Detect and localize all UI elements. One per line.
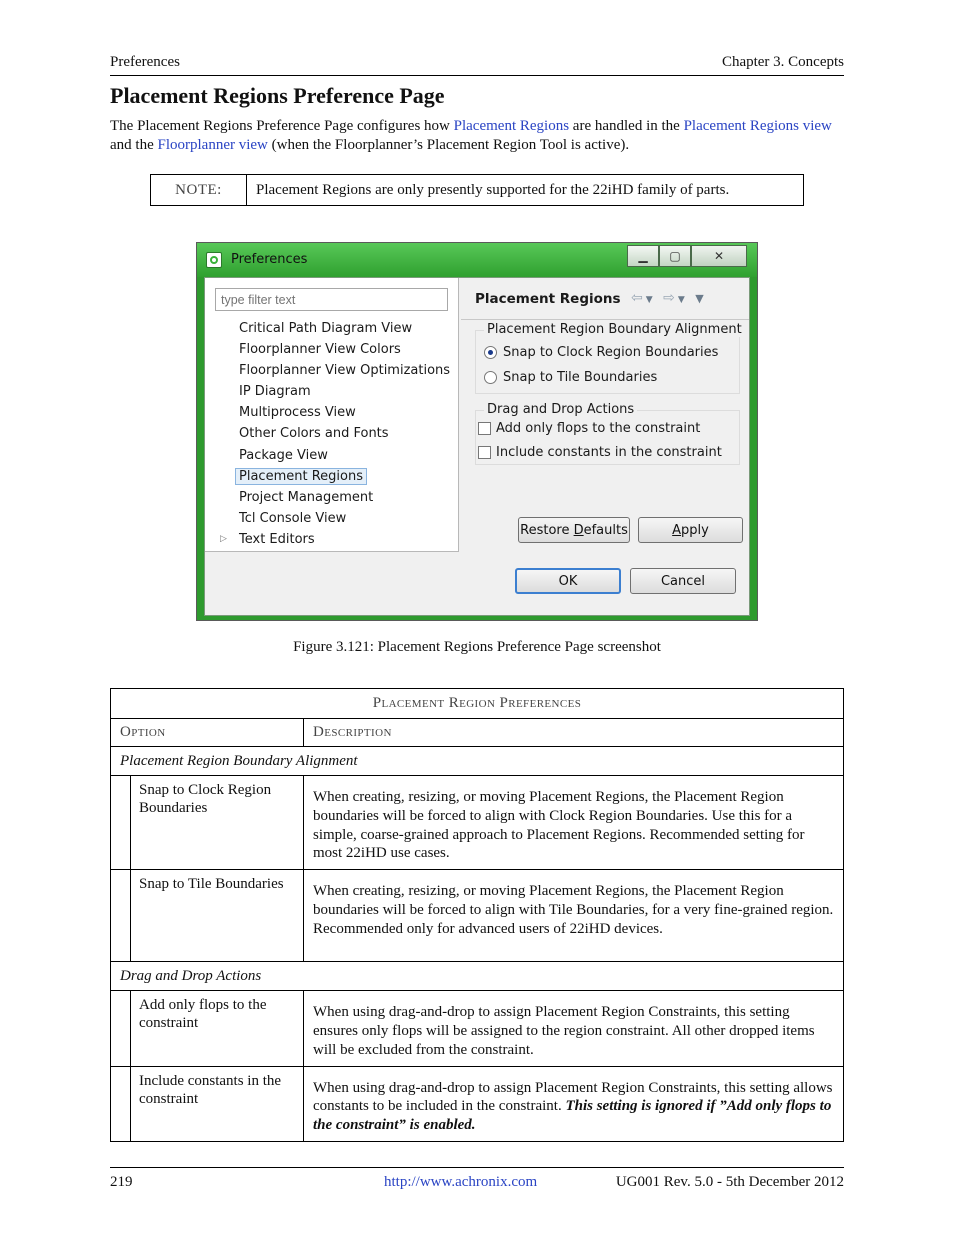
radio-label: Snap to Tile Boundaries [503,370,658,385]
tree-item-critical-path[interactable] [235,318,450,339]
intro-paragraph [110,117,844,155]
description-cell: When using drag-and-drop to assign Placement Region Constraints, this setting ensures only flops will be assigned to the region constraint. All other dropped items will be excluded from the constraint. [304,991,844,1066]
dialog-title: Preferences [231,252,308,267]
checkbox-add-only-flops[interactable] [478,421,700,436]
indent-cell [111,776,131,870]
checkbox[interactable] [478,446,491,459]
back-arrow-icon[interactable]: ⇦ [631,290,646,306]
radio-button[interactable] [484,371,497,384]
tree-item-project-management[interactable] [235,487,450,508]
minimize-icon[interactable]: ▁ [627,245,659,267]
page-header [461,278,749,320]
note-box [150,174,804,206]
tree-item-label: Project Management [239,489,374,505]
cancel-button[interactable]: Cancel [630,568,736,594]
mnemonic: D [573,522,584,538]
mnemonic: A [672,522,682,538]
table-group-row [111,747,844,776]
boundary-alignment-group [475,322,742,394]
figure-caption: Figure 3.121: Placement Regions Preference Page screenshot [293,639,661,655]
intro-text: (when the Floorplanner’s Placement Region Tool is active). [267,137,630,153]
window-controls [627,245,747,267]
group-label: Placement Region Boundary Alignment [484,322,745,337]
column-header-description: Description [304,719,844,747]
checkbox[interactable] [478,422,491,435]
indent-cell [111,870,131,962]
radio-snap-tile[interactable] [484,370,657,385]
preferences-dialog [196,242,758,621]
tree-item-package-view[interactable] [235,445,450,466]
table-caption: Placement Region Preferences [111,689,844,719]
intro-text: The Placement Regions Preference Page configures how [110,118,454,134]
ok-button[interactable]: OK [515,568,621,594]
table-caption-row [111,689,844,719]
preference-tree [220,318,451,550]
group-name: Placement Region Boundary Alignment [111,747,844,776]
button-label: Restore [520,522,574,538]
tree-item-label: Package View [239,447,328,463]
header-chapter: Chapter 3. Concepts [721,54,844,70]
tree-item-label: Floorplanner View Optimizations [239,363,451,379]
column-header-option: Option [111,719,304,747]
tree-item-tcl-console[interactable] [235,508,450,529]
table-group-row [111,962,844,991]
indent-cell [111,1066,131,1141]
apply-button[interactable] [638,517,743,543]
page-navigation [631,290,707,306]
forward-arrow-icon[interactable]: ⇨ [663,290,678,306]
tree-item-label: Critical Path Diagram View [239,321,413,336]
tree-item-label: Text Editors [239,531,315,547]
section-title: Placement Regions Preference Page [110,83,445,108]
dialog-client-area [204,277,750,616]
expand-triangle-icon[interactable]: ▷ [220,533,227,544]
tree-item-label: Tcl Console View [239,510,347,526]
tree-item-label: Floorplanner View Colors [239,342,401,358]
chevron-down-icon[interactable]: ▼ [645,295,656,305]
table-row [111,870,844,962]
description-cell [304,1066,844,1141]
tree-item-label: Multiprocess View [239,405,356,421]
tree-item-label: IP Diagram [239,384,311,400]
app-icon [206,252,222,268]
tree-item-multiprocess-view[interactable] [235,402,450,423]
checkbox-include-constants[interactable] [478,445,722,460]
tree-item-text-editors[interactable] [220,529,450,550]
description-text: When using drag-and-drop to assign Placement Region Constraints, this setting allows constants to be included in the constraint. [313,1079,833,1115]
preference-page-pane [461,278,749,552]
group-label: Drag and Drop Actions [484,402,637,417]
menu-dropdown-icon[interactable]: ▼ [695,292,707,305]
option-cell: Snap to Clock Region Boundaries [131,776,304,870]
checkbox-label: Include constants in the constraint [496,445,722,460]
option-cell: Include constants in the constraint [131,1066,304,1141]
header-section: Preferences [110,54,180,70]
drag-drop-group [475,402,740,465]
preference-tree-pane [205,278,459,552]
maximize-icon[interactable]: ▢ [659,245,691,267]
description-cell: When creating, resizing, or moving Placement Regions, the Placement Region boundaries will be forced to align with Clock Region Boundaries. Use this for a simple, coarse-grained approach to Placement Regions. Recommended setting for most 22iHD use cases. [304,776,844,870]
description-emphasis: This setting is ignored if ”Add only flops to the constraint” is enabled. [313,1098,832,1134]
tree-item-placement-regions[interactable] [235,466,450,487]
intro-text: are handled in the [569,118,684,134]
intro-text: and the [110,137,158,153]
preferences-table [110,688,844,1142]
tree-item-label: Placement Regions [235,468,367,485]
button-label: efaults [583,522,628,538]
note-label: NOTE: [151,175,247,205]
link-floorplanner-view[interactable]: Floorplanner view [157,137,268,153]
option-cell: Add only flops to the constraint [131,991,304,1066]
button-label: pply [681,522,709,538]
document-revision: UG001 Rev. 5.0 - 5th December 2012 [615,1174,844,1190]
page-number: 219 [110,1174,133,1190]
group-name: Drag and Drop Actions [111,962,844,991]
radio-label: Snap to Clock Region Boundaries [503,345,719,360]
link-placement-regions[interactable]: Placement Regions [453,118,570,134]
tree-item-label: Other Colors and Fonts [239,426,389,442]
page-title: Placement Regions [475,291,621,307]
chevron-down-icon[interactable]: ▼ [677,295,688,305]
table-row [111,1066,844,1141]
link-placement-regions-view[interactable]: Placement Regions view [683,118,832,134]
note-text: Placement Regions are only presently supported for the 22iHD family of parts. [256,181,730,198]
filter-input[interactable] [215,288,448,311]
option-cell: Snap to Tile Boundaries [131,870,304,962]
indent-cell [111,991,131,1066]
page-footer [110,1167,844,1190]
footer-url-link[interactable]: http://www.achronix.com [384,1174,538,1190]
checkbox-label: Add only flops to the constraint [496,421,701,436]
table-row [111,776,844,870]
tree-item-floorplanner-colors[interactable] [235,339,450,360]
restore-defaults-button[interactable] [518,517,630,543]
table-header-row [111,719,844,747]
dialog-titlebar[interactable] [197,243,757,277]
description-cell: When creating, resizing, or moving Placement Regions, the Placement Region boundaries will be forced to align with Tile Boundaries, for a very fine-grained region. Recommended only for advanced users of 22iHD devices. [304,870,844,962]
tree-item-floorplanner-optimizations[interactable] [235,360,450,381]
tree-item-ip-diagram[interactable] [235,381,450,402]
running-header [110,54,844,76]
table-row [111,991,844,1066]
radio-button[interactable] [484,346,497,359]
tree-item-other-colors[interactable] [235,423,450,444]
close-icon[interactable]: ✕ [691,245,747,267]
radio-snap-clock[interactable] [484,345,718,360]
